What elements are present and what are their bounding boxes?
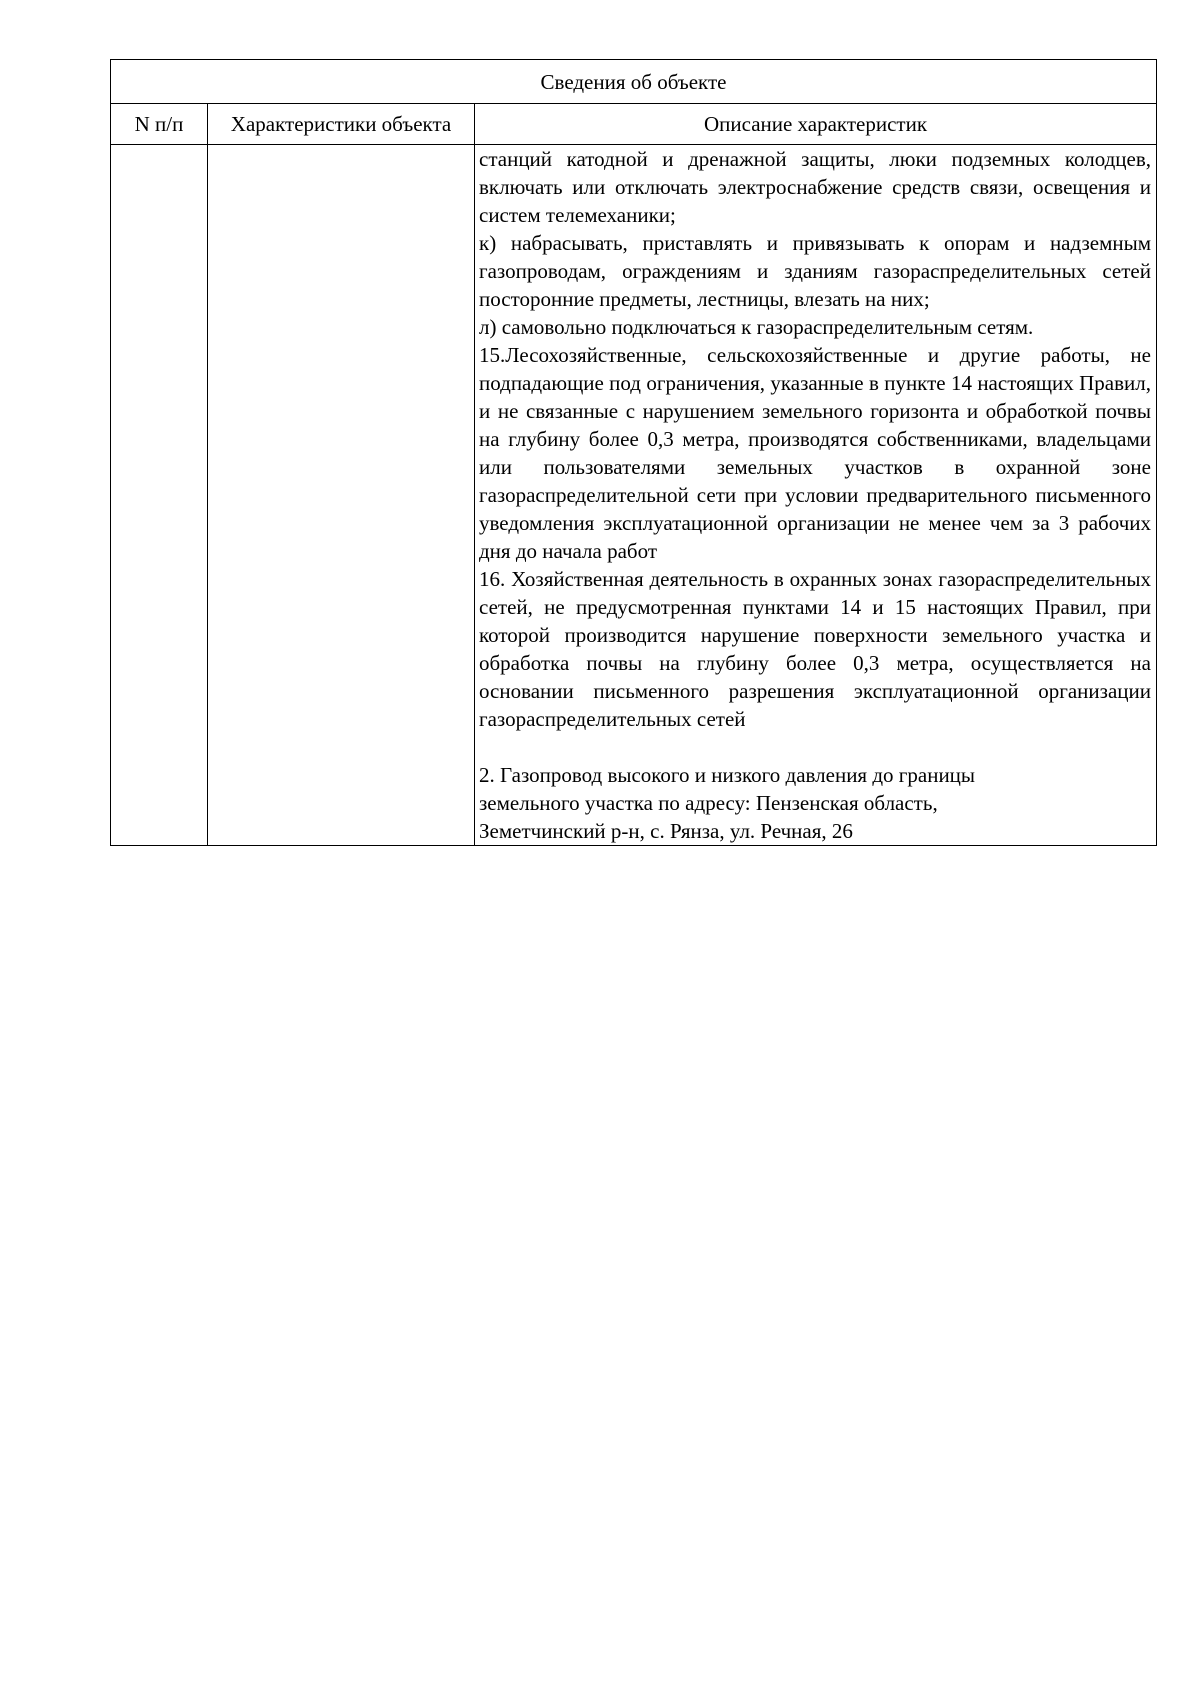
column-header-number: N п/п — [111, 104, 208, 145]
description-paragraph: к) набрасывать, приставлять и привязывать к опорам и надземным газопроводам, ограждениям и зданиям газораспределительных сетей посторонние предметы, лестницы, влезать на них; — [479, 231, 1151, 311]
description-paragraph: л) самовольно подключаться к газораспределительным сетям. — [479, 315, 1034, 339]
paragraph-spacer — [479, 733, 1151, 761]
column-header-characteristics: Характеристики объекта — [208, 104, 475, 145]
address-line: Земетчинский р-н, с. Рянза, ул. Речная, 26 — [479, 819, 853, 843]
cell-characteristics — [208, 145, 475, 846]
description-paragraph: 15.Лесохозяйственные, сельскохозяйственные и другие работы, не подпадающие под ограничения, указанные в пункте 14 настоящих Правил, и не связанные с нарушением земельного горизонта и обработкой почвы на глубину более 0,3 метра, производятся собственниками, владельцами или пользователями земельных участков в охранной зоне газораспределительной сети при условии предварительного письменного уведомления эксплуатационной организации не менее чем за 3 рабочих дня до начала работ — [479, 343, 1151, 563]
cell-number — [111, 145, 208, 846]
description-paragraph: станций катодной и дренажной защиты, люки подземных колодцев, включать или отключать электроснабжение средств связи, освещения и систем телемеханики; — [479, 147, 1151, 227]
address-line: земельного участка по адресу: Пензенская область, — [479, 791, 938, 815]
column-header-description: Описание характеристик — [475, 104, 1157, 145]
cell-description — [475, 145, 1157, 846]
address-line: 2. Газопровод высокого и низкого давления до границы — [479, 763, 976, 787]
table-title: Сведения об объекте — [111, 60, 1157, 104]
table-row — [111, 145, 1157, 846]
description-paragraph: 16. Хозяйственная деятельность в охранных зонах газораспределительных сетей, не предусмотренная пунктами 14 и 15 настоящих Правил, при которой производится нарушение поверхности земельного участка и обработка почвы на глубину более 0,3 метра, осуществляется на основании письменного разрешения эксплуатационной организации газораспределительных сетей — [479, 567, 1151, 731]
object-info-table — [110, 59, 1157, 846]
